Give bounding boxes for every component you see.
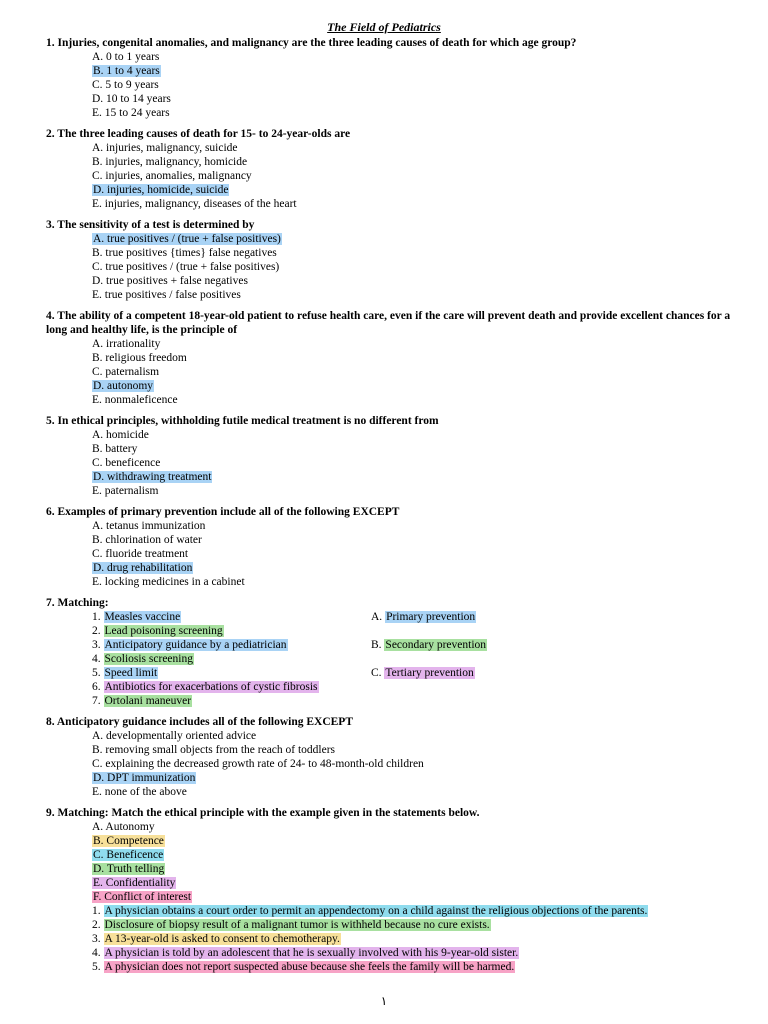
q9-statement-3-highlight: A 13-year-old is asked to consent to chemotherapy.	[104, 933, 340, 945]
q9-statement-2: 2. Disclosure of biopsy result of a malignant tumor is withheld because no cure exists.	[92, 919, 490, 931]
question-7: 7. Matching:	[46, 597, 109, 609]
q9-statement-5: 5. A physician does not report suspected abuse because she feels the family will be harmed.	[92, 961, 515, 973]
q5-option-c: C. beneficence	[92, 457, 161, 469]
q9-option-f	[92, 890, 192, 904]
q7-category-a-highlight: Primary prevention	[386, 611, 476, 623]
q3-option-a	[92, 232, 282, 246]
q8-option-c: C. explaining the decreased growth rate of 24- to 48-month-old children	[92, 758, 424, 770]
question-1: 1. Injuries, congenital anomalies, and malignancy are the three leading causes of death for which age group?	[46, 37, 577, 49]
q7-item-7-highlight: Ortolani maneuver	[104, 695, 192, 707]
q2-option-a: A. injuries, malignancy, suicide	[92, 142, 238, 154]
q9-option-d-highlight: D. Truth telling	[93, 863, 165, 875]
q7-category-a: A. Primary prevention	[371, 611, 476, 623]
q1-option-a: A. 0 to 1 years	[92, 51, 160, 63]
question-4: 4. The ability of a competent 18-year-old patient to refuse health care, even if the care will prevent death and provide excellent chances for a long and healthy life, is the principle of	[46, 310, 731, 336]
q2-option-d	[92, 183, 229, 197]
q9-statement-1-highlight: A physician obtains a court order to permit an appendectomy on a child against the religious objections of the parents.	[104, 905, 648, 917]
q9-statement-4: 4. A physician is told by an adolescent that he is sexually involved with his 9-year-old sister.	[92, 947, 519, 959]
q8-option-a: A. developmentally oriented advice	[92, 730, 257, 742]
q5-answer-highlight: D. withdrawing treatment	[93, 471, 212, 483]
q9-option-c	[92, 848, 164, 862]
question-3: 3. The sensitivity of a test is determined by	[46, 219, 255, 231]
q4-option-c: C. paternalism	[92, 366, 160, 378]
q2-option-e: E. injuries, malignancy, diseases of the heart	[92, 198, 297, 210]
q5-option-e: E. paternalism	[92, 485, 159, 497]
q3-option-d: D. true positives + false negatives	[92, 275, 248, 287]
q7-item-3: 3. Anticipatory guidance by a pediatrician	[92, 639, 287, 651]
q3-option-e: E. true positives / false positives	[92, 289, 241, 301]
q4-option-d	[92, 379, 154, 393]
q7-item-2: 2. Lead poisoning screening	[92, 625, 223, 637]
q1-option-c: C. 5 to 9 years	[92, 79, 159, 91]
q7-item-2-highlight: Lead poisoning screening	[104, 625, 223, 637]
q7-item-1: 1. Measles vaccine	[92, 611, 181, 623]
q1-option-b	[92, 64, 161, 78]
q7-item-5: 5. Speed limit	[92, 667, 158, 679]
q5-option-b: B. battery	[92, 443, 138, 455]
q2-option-b: B. injuries, malignancy, homicide	[92, 156, 248, 168]
q3-option-b: B. true positives {times} false negatives	[92, 247, 277, 259]
q6-answer-highlight: D. drug rehabilitation	[93, 562, 193, 574]
q1-answer-highlight: B. 1 to 4 years	[93, 65, 160, 77]
q9-option-b-highlight: B. Competence	[93, 835, 164, 847]
q4-option-b: B. religious freedom	[92, 352, 187, 364]
q2-option-c: C. injuries, anomalies, malignancy	[92, 170, 252, 182]
q6-option-a: A. tetanus immunization	[92, 520, 206, 532]
page-number: ١	[380, 994, 388, 1008]
question-8: 8. Anticipatory guidance includes all of the following EXCEPT	[46, 716, 354, 728]
q4-option-e: E. nonmaleficence	[92, 394, 178, 406]
question-5: 5. In ethical principles, withholding futile medical treatment is no different from	[46, 415, 439, 427]
q9-option-f-highlight: F. Conflict of interest	[93, 891, 192, 903]
q8-option-b: B. removing small objects from the reach of toddlers	[92, 744, 336, 756]
q6-option-b: B. chlorination of water	[92, 534, 202, 546]
q3-option-c: C. true positives / (true + false positives)	[92, 261, 280, 273]
question-2: 2. The three leading causes of death for 15- to 24-year-olds are	[46, 128, 351, 140]
q7-category-b-highlight: Secondary prevention	[385, 639, 487, 651]
q6-option-c: C. fluoride treatment	[92, 548, 189, 560]
q7-item-4-highlight: Scoliosis screening	[104, 653, 193, 665]
question-9: 9. Matching: Match the ethical principle with the example given in the statements below.	[46, 807, 480, 819]
q7-item-3-highlight: Anticipatory guidance by a pediatrician	[104, 639, 287, 651]
q7-item-1-highlight: Measles vaccine	[104, 611, 181, 623]
q7-category-c-highlight: Tertiary prevention	[385, 667, 474, 679]
q6-option-d	[92, 561, 193, 575]
q6-option-e: E. locking medicines in a cabinet	[92, 576, 245, 588]
q9-option-c-highlight: C. Beneficence	[93, 849, 164, 861]
q9-option-b	[92, 834, 165, 848]
q8-option-e: E. none of the above	[92, 786, 187, 798]
q4-option-a: A. irrationality	[92, 338, 161, 350]
q1-option-d: D. 10 to 14 years	[92, 93, 171, 105]
q5-option-a: A. homicide	[92, 429, 149, 441]
q7-category-b: B. Secondary prevention	[371, 639, 487, 651]
q8-option-d	[92, 771, 196, 785]
q9-statement-1: 1. A physician obtains a court order to permit an appendectomy on a child against the religious objections of the parents.	[92, 905, 648, 917]
q9-option-a: A. Autonomy	[92, 821, 155, 833]
q9-statement-5-highlight: A physician does not report suspected abuse because she feels the family will be harmed.	[104, 961, 515, 973]
q5-option-d	[92, 470, 212, 484]
q9-option-e	[92, 876, 176, 890]
q1-option-e: E. 15 to 24 years	[92, 107, 170, 119]
q9-statement-2-highlight: Disclosure of biopsy result of a malignant tumor is withheld because no cure exists.	[104, 919, 490, 931]
q9-statement-3: 3. A 13-year-old is asked to consent to chemotherapy.	[92, 933, 340, 945]
question-6: 6. Examples of primary prevention include all of the following EXCEPT	[46, 506, 400, 518]
q9-option-e-highlight: E. Confidentiality	[93, 877, 176, 889]
q7-item-6-highlight: Antibiotics for exacerbations of cystic fibrosis	[104, 681, 318, 693]
q9-option-d	[92, 862, 165, 876]
q7-item-5-highlight: Speed limit	[104, 667, 158, 679]
q7-item-6: 6. Antibiotics for exacerbations of cystic fibrosis	[92, 681, 318, 693]
q9-statement-4-highlight: A physician is told by an adolescent that he is sexually involved with his 9-year-old sister.	[104, 947, 519, 959]
q7-item-7: 7. Ortolani maneuver	[92, 695, 192, 707]
q7-item-4: 4. Scoliosis screening	[92, 653, 193, 665]
q4-answer-highlight: D. autonomy	[93, 380, 154, 392]
q3-answer-highlight: A. true positives / (true + false positives)	[93, 233, 281, 245]
q2-answer-highlight: D. injuries, homicide, suicide	[93, 184, 229, 196]
q8-answer-highlight: D. DPT immunization	[93, 772, 196, 784]
page-title: The Field of Pediatrics	[327, 20, 441, 34]
q7-category-c: C. Tertiary prevention	[371, 667, 474, 679]
